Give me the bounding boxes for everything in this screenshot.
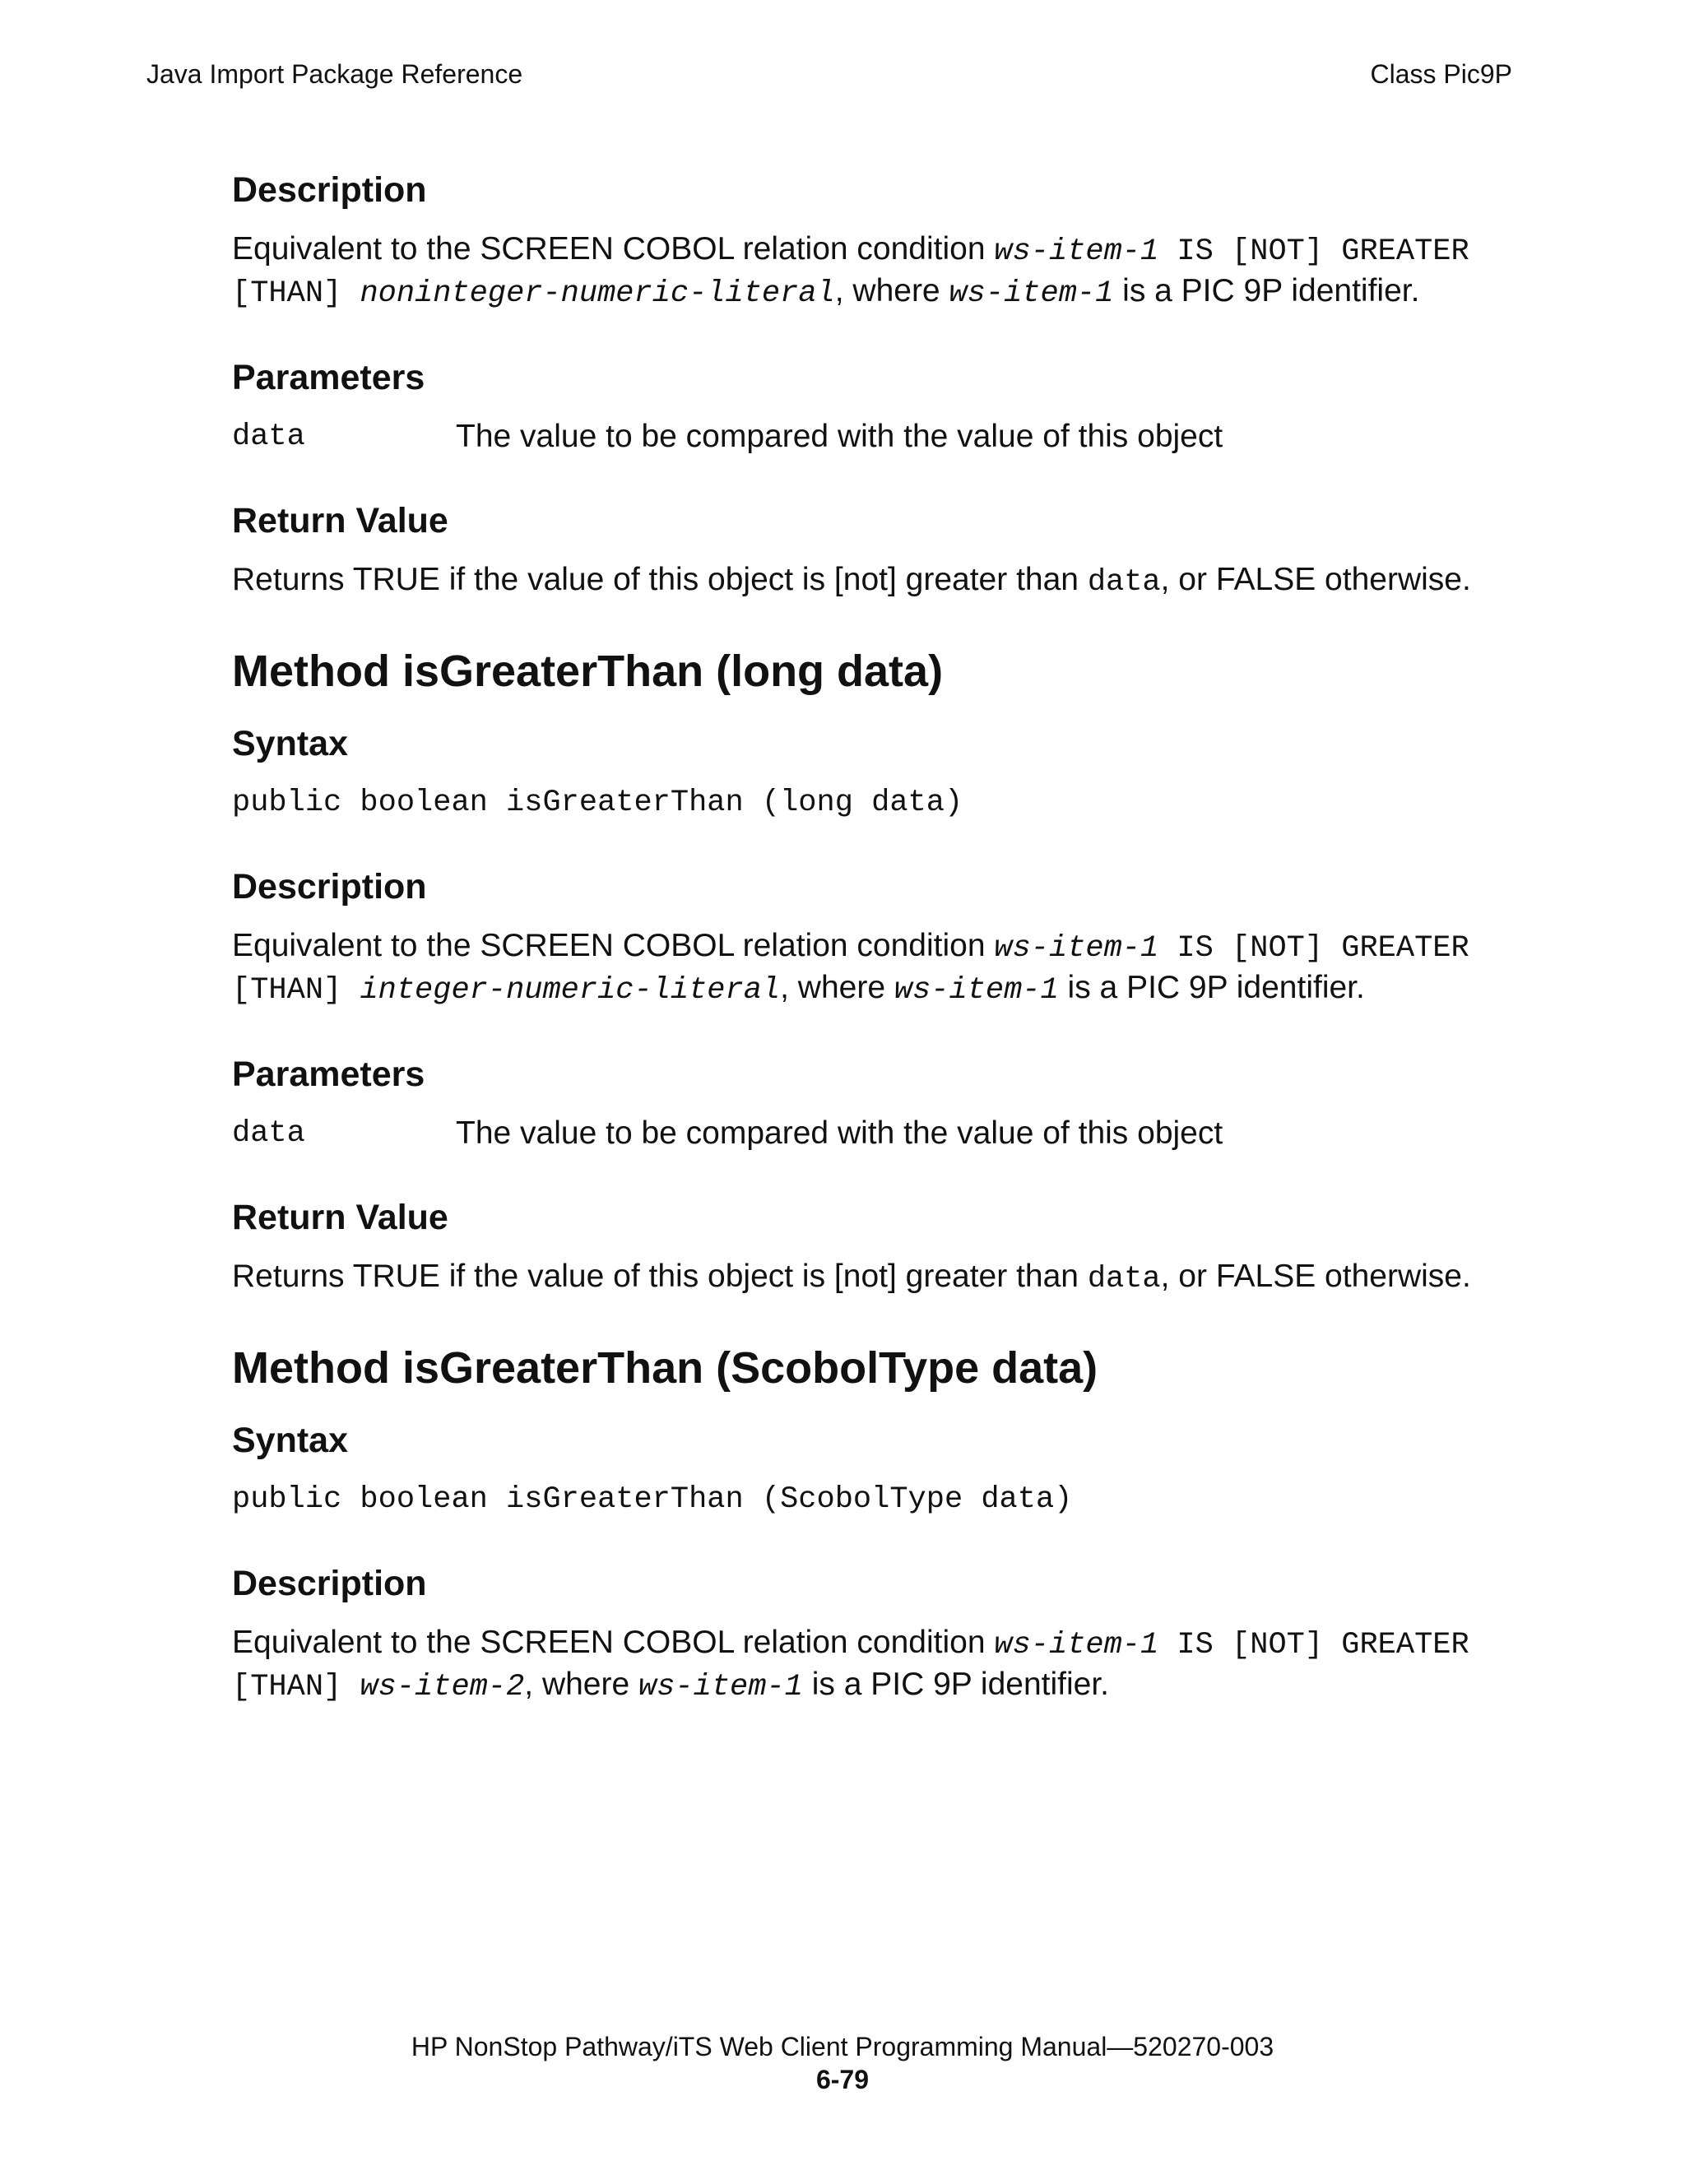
code-literal: integer-numeric-literal	[360, 973, 781, 1008]
parameter-row	[232, 417, 1499, 457]
syntax-code: public boolean isGreaterThan (long data)	[232, 786, 963, 820]
code-ws-item-2: ws-item-2	[360, 1670, 525, 1704]
description-heading: Description	[232, 867, 427, 907]
code-ws-item-1: ws-item-1	[994, 1628, 1159, 1662]
parameter-row	[232, 1114, 1499, 1153]
code-literal: noninteger-numeric-literal	[360, 276, 835, 311]
description-heading: Description	[232, 1564, 427, 1603]
header-right-text: Class Pic9P	[1370, 59, 1512, 89]
return-text-part: , or FALSE otherwise.	[1160, 562, 1471, 597]
description-heading: Description	[232, 170, 427, 210]
page-content	[232, 169, 1499, 1750]
description-text-part: is a PIC 9P identifier.	[1113, 273, 1420, 308]
description-text-part: , where	[780, 970, 894, 1005]
return-value-heading: Return Value	[232, 501, 448, 540]
parameter-name: data	[232, 1116, 305, 1151]
description-text-part: Equivalent to the SCREEN COBOL relation condition	[232, 928, 995, 963]
description-text-part: is a PIC 9P identifier.	[1058, 970, 1365, 1005]
code-is-not-greater-than: IS [NOT] GREATER [THAN]	[232, 931, 1469, 1008]
header-left-text: Java Import Package Reference	[146, 59, 523, 89]
description-text-part: , where	[834, 273, 949, 308]
code-data: data	[1087, 1262, 1161, 1296]
parameter-description: The value to be compared with the value of this object	[456, 419, 1223, 454]
code-data: data	[1087, 565, 1161, 600]
footer-manual-title: HP NonStop Pathway/iTS Web Client Programming Manual—520270-003	[411, 2032, 1274, 2061]
description-text	[232, 1623, 1499, 1707]
code-ws-item-1: ws-item-1	[994, 234, 1159, 269]
syntax-heading: Syntax	[232, 1421, 349, 1460]
code-is-not-greater-than: IS [NOT] GREATER [THAN]	[232, 234, 1469, 311]
running-header	[146, 59, 1512, 92]
parameters-heading: Parameters	[232, 358, 425, 397]
page-footer	[0, 2030, 1685, 2096]
description-text-part: Equivalent to the SCREEN COBOL relation condition	[232, 1625, 995, 1660]
code-ws-item-1: ws-item-1	[894, 973, 1059, 1008]
code-ws-item-1: ws-item-1	[994, 931, 1159, 966]
code-ws-item-1: ws-item-1	[949, 276, 1114, 311]
description-text	[232, 926, 1499, 1010]
return-text-part: , or FALSE otherwise.	[1160, 1259, 1471, 1294]
syntax-code: public boolean isGreaterThan (ScobolType data)	[232, 1482, 1073, 1517]
description-text-part: Equivalent to the SCREEN COBOL relation condition	[232, 231, 995, 267]
description-text-part: , where	[524, 1667, 639, 1702]
description-text-part: is a PIC 9P identifier.	[802, 1667, 1109, 1702]
return-value-heading: Return Value	[232, 1198, 448, 1237]
code-is-not-greater-than: IS [NOT] GREATER [THAN]	[232, 1628, 1469, 1704]
return-text-part: Returns TRUE if the value of this object is [not] greater than	[232, 562, 1088, 597]
parameters-heading: Parameters	[232, 1055, 425, 1094]
parameter-name: data	[232, 420, 305, 454]
return-value-text	[232, 1257, 1499, 1299]
method-title: Method isGreaterThan (ScobolType data)	[232, 1343, 1098, 1393]
return-text-part: Returns TRUE if the value of this object is [not] greater than	[232, 1259, 1088, 1294]
code-ws-item-1: ws-item-1	[638, 1670, 803, 1704]
parameter-description: The value to be compared with the value of this object	[456, 1115, 1223, 1151]
syntax-heading: Syntax	[232, 724, 349, 763]
page-number: 6-79	[815, 2065, 870, 2094]
description-text	[232, 230, 1499, 313]
method-title: Method isGreaterThan (long data)	[232, 647, 944, 696]
return-value-text	[232, 560, 1499, 602]
